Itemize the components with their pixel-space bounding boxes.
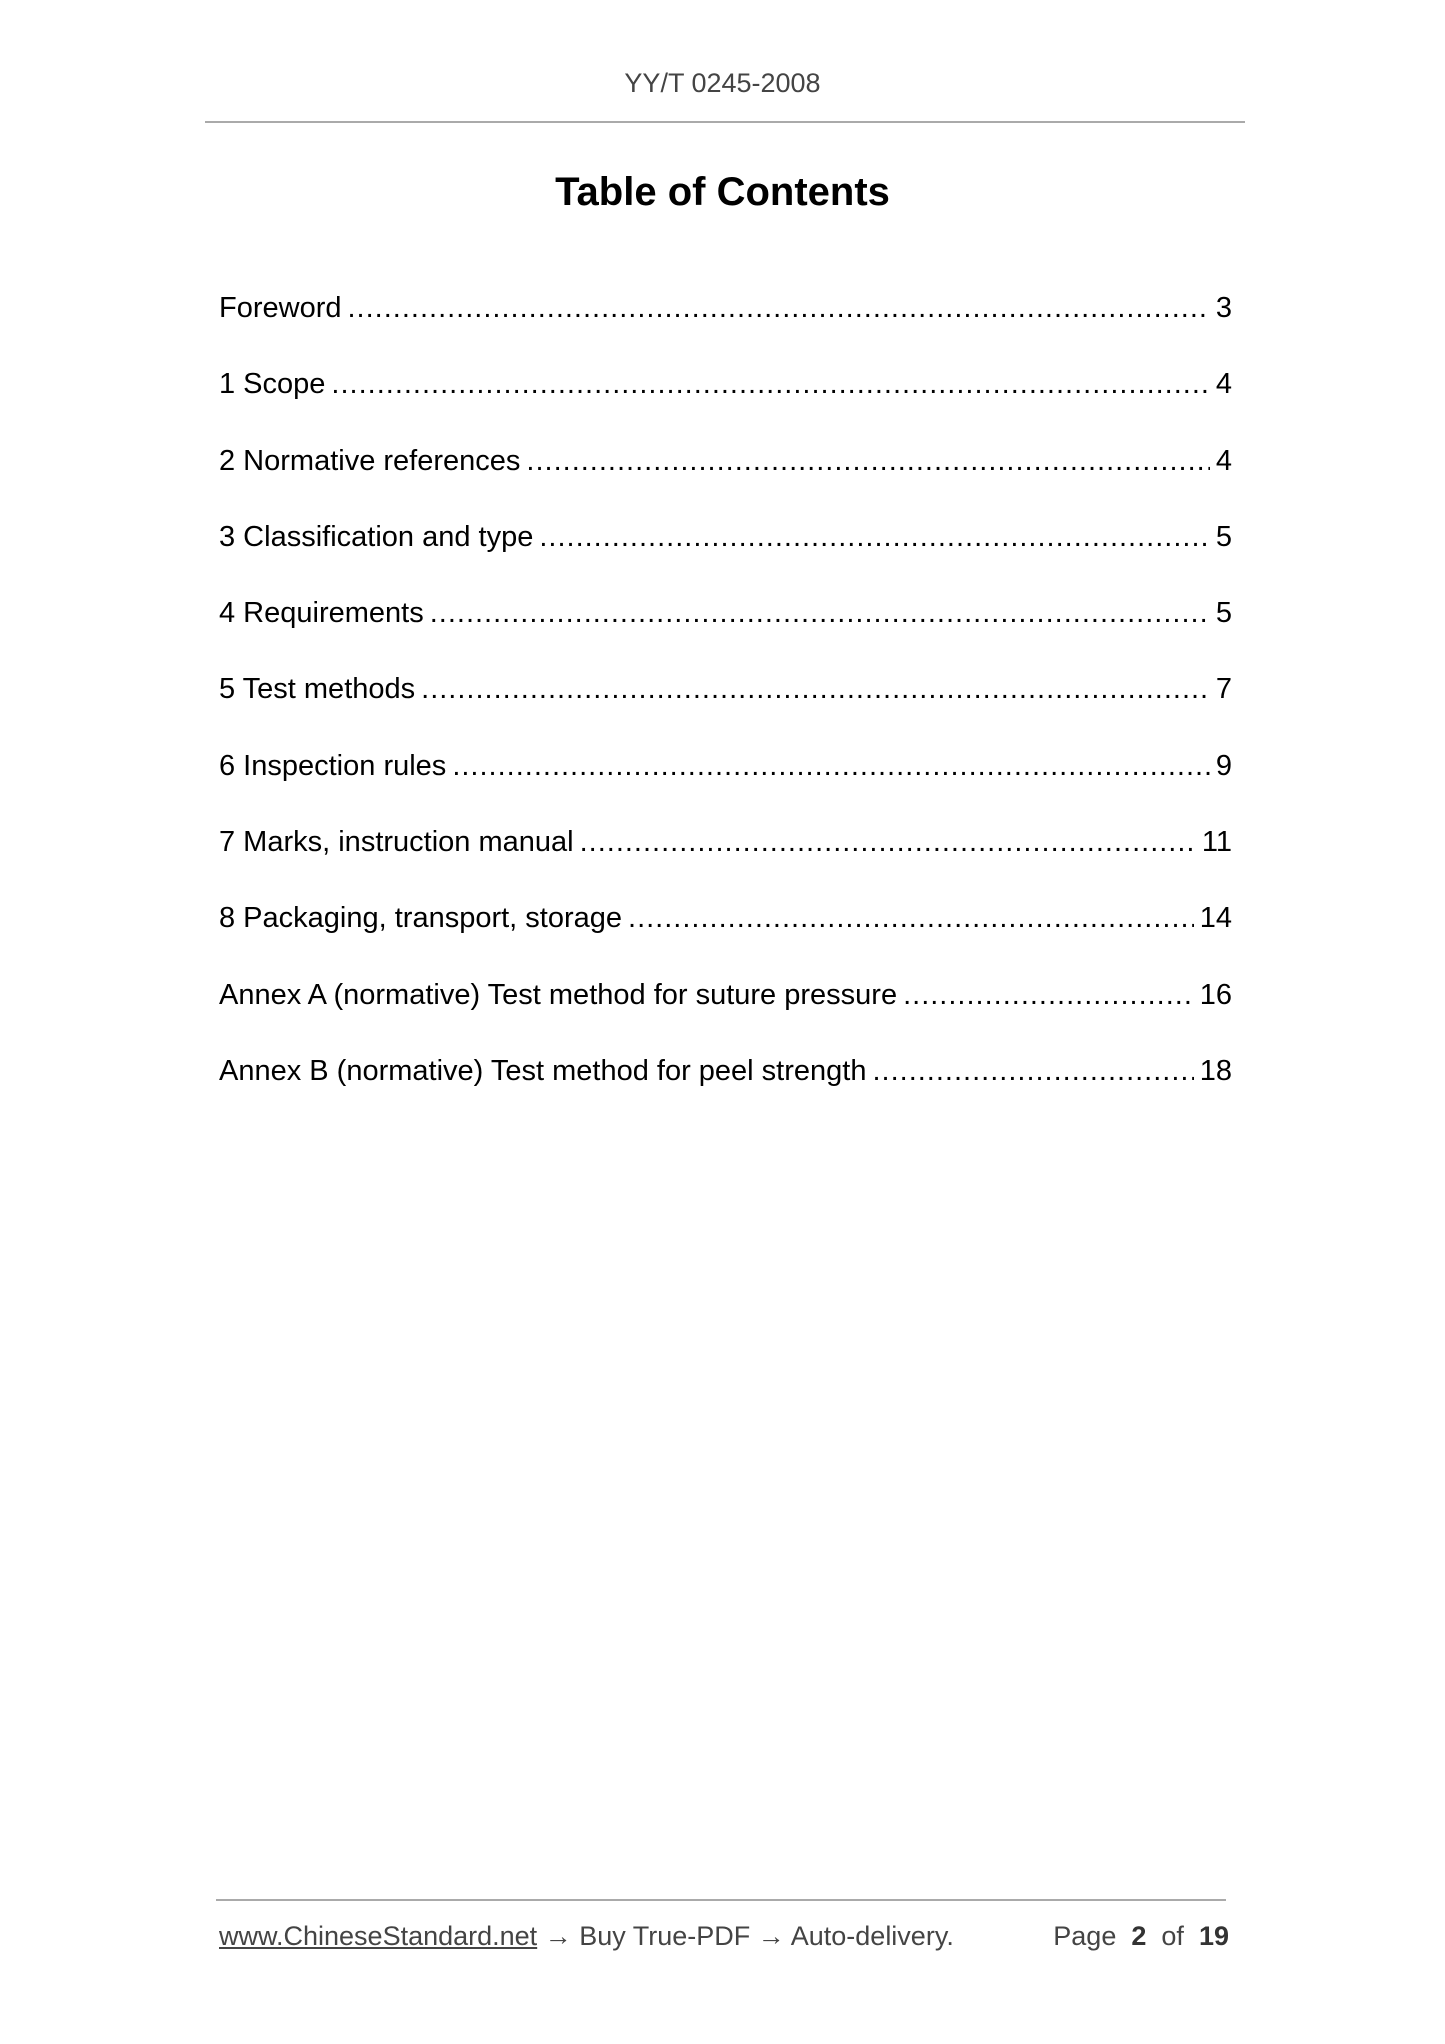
toc-dot-leader (331, 366, 1209, 402)
toc-dot-leader (430, 595, 1210, 631)
toc-entry-label: 4 Requirements (219, 597, 424, 630)
toc-entry-page: 5 (1215, 597, 1232, 630)
document-code-header: YY/T 0245-2008 (624, 68, 821, 98)
of-word: of (1161, 1921, 1184, 1951)
page-footer (219, 1918, 1229, 1954)
toc-dot-leader (872, 1053, 1193, 1089)
toc-entry-label: Foreword (219, 292, 342, 324)
page-title: Table of Contents (555, 170, 890, 214)
toc-dot-leader (348, 290, 1210, 326)
toc-entry-page: 14 (1199, 902, 1232, 935)
toc-entry-annex-b[interactable] (219, 1053, 1232, 1129)
toc-dot-leader (539, 519, 1210, 555)
toc-entry-label: 5 Test methods (219, 673, 416, 706)
toc-entry-page: 5 (1215, 520, 1232, 553)
toc-entry-normative-references[interactable] (219, 443, 1232, 519)
toc-entry-classification[interactable] (219, 519, 1232, 595)
toc-entry-requirements[interactable] (219, 595, 1232, 671)
toc-entry-page: 11 (1201, 826, 1232, 859)
toc-dot-leader (526, 443, 1209, 479)
toc-entry-foreword[interactable] (219, 290, 1232, 366)
toc-dot-leader (903, 977, 1194, 1013)
toc-entry-label: 6 Inspection rules (219, 749, 447, 782)
toc-entry-inspection-rules[interactable] (219, 748, 1232, 824)
footer-tagline: → Buy True-PDF → Auto-delivery. (537, 1921, 954, 1951)
current-page-number: 2 (1131, 1921, 1147, 1951)
site-link[interactable]: www.ChineseStandard.net (219, 1921, 538, 1951)
toc-entry-test-methods[interactable] (219, 671, 1232, 747)
page-indicator (1053, 1918, 1229, 1954)
toc-entry-scope[interactable] (219, 366, 1232, 442)
toc-dot-leader (452, 748, 1210, 784)
toc-entry-label: Annex A (normative) Test method for suture pressure (219, 978, 898, 1011)
total-pages-number: 19 (1198, 1921, 1229, 1951)
toc-entry-label: 2 Normative references (219, 444, 521, 477)
toc-entry-label: 8 Packaging, transport, storage (219, 902, 623, 935)
toc-entry-page: 4 (1215, 368, 1232, 401)
toc-list (219, 290, 1232, 1129)
toc-entry-page: 3 (1215, 292, 1232, 324)
toc-entry-page: 4 (1215, 444, 1232, 477)
toc-dot-leader (628, 900, 1194, 936)
toc-entry-page: 9 (1215, 749, 1232, 782)
page-word: Page (1053, 1921, 1117, 1951)
header-divider (205, 121, 1245, 123)
toc-dot-leader (421, 671, 1210, 707)
toc-entry-label: Annex B (normative) Test method for peel strength (219, 1054, 867, 1087)
toc-entry-label: 3 Classification and type (219, 520, 534, 553)
toc-entry-page: 18 (1199, 1054, 1232, 1087)
toc-entry-label: 7 Marks, instruction manual (219, 826, 574, 859)
toc-entry-marks-manual[interactable] (219, 824, 1232, 900)
toc-entry-annex-a[interactable] (219, 977, 1232, 1053)
footer-divider (216, 1899, 1226, 1901)
toc-entry-page: 16 (1199, 978, 1232, 1011)
toc-entry-packaging[interactable] (219, 900, 1232, 976)
toc-entry-page: 7 (1215, 673, 1232, 706)
toc-dot-leader (580, 824, 1196, 860)
toc-entry-label: 1 Scope (219, 368, 326, 401)
